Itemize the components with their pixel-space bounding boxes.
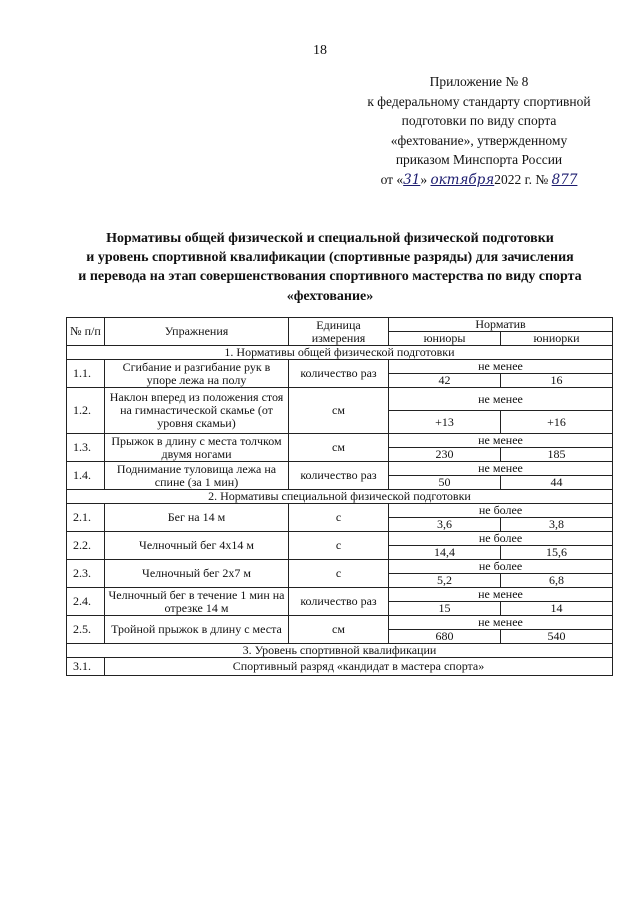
table-row: [67, 434, 613, 448]
table-row: [67, 462, 613, 476]
condition-cell: не менее: [389, 434, 613, 448]
value-juniors-m: 50: [389, 476, 501, 490]
date-year: 2022 г. №: [494, 171, 549, 187]
section-row: [67, 490, 613, 504]
value-juniors-f: 16: [501, 374, 613, 388]
exercise-cell: Бег на 14 м: [105, 504, 289, 532]
title-line: «фехтование»: [286, 288, 374, 304]
table-row: [67, 560, 613, 574]
unit-cell: с: [289, 504, 389, 532]
value-juniors-f: 14: [501, 602, 613, 616]
handwritten-month: октября: [430, 171, 495, 188]
value-juniors-m: 15: [389, 602, 501, 616]
section-row: [67, 644, 613, 658]
date-mid: »: [420, 171, 428, 187]
condition-cell: не менее: [389, 616, 613, 630]
appendix-line: подготовки по виду спорта: [401, 113, 557, 128]
exercise-cell: Тройной прыжок в длину с места: [105, 616, 289, 644]
appendix-line: «фехтование», утвержденному: [390, 132, 568, 148]
header-unit: Единица измерения: [289, 318, 389, 346]
condition-cell: не менее: [389, 462, 613, 476]
section-row: [67, 346, 613, 360]
table-row: [67, 658, 613, 676]
value-juniors-m: 5,2: [389, 574, 501, 588]
row-number: 2.5.: [67, 616, 105, 644]
row-number: 2.2.: [67, 532, 105, 560]
date-prefix: от «: [380, 171, 404, 187]
value-juniors-m: 14,4: [389, 546, 501, 560]
value-juniors-m: 680: [389, 630, 501, 644]
table-row: [67, 616, 613, 630]
header-exercise: Упражнения: [105, 318, 289, 346]
row-number: 2.4.: [67, 588, 105, 616]
table-row: [67, 388, 613, 411]
condition-cell: не более: [389, 532, 613, 546]
unit-cell: с: [289, 532, 389, 560]
value-juniors-m: +13: [389, 411, 501, 434]
condition-cell: не более: [389, 504, 613, 518]
unit-cell: количество раз: [289, 588, 389, 616]
condition-cell: не менее: [389, 588, 613, 602]
exercise-cell: Челночный бег 4х14 м: [105, 532, 289, 560]
order-date-line: [340, 170, 618, 191]
header-num: № п/п: [67, 318, 105, 346]
row-number: 1.3.: [67, 434, 105, 462]
appendix-line: к федеральному стандарту спортивной: [367, 93, 591, 109]
row-number: 1.4.: [67, 462, 105, 490]
value-juniors-f: 44: [501, 476, 613, 490]
unit-cell: с: [289, 560, 389, 588]
value-juniors-f: 540: [501, 630, 613, 644]
unit-cell: см: [289, 616, 389, 644]
exercise-cell: Прыжок в длину с места толчком двумя ногами: [105, 434, 289, 462]
title-line: и уровень спортивной квалификации (спортивные разряды) для зачисления: [86, 250, 574, 266]
handwritten-day: 31: [403, 171, 421, 188]
table-row: [67, 360, 613, 374]
value-juniors-f: 3,8: [501, 518, 613, 532]
exercise-cell: Сгибание и разгибание рук в упоре лежа на полу: [105, 360, 289, 388]
unit-cell: количество раз: [289, 462, 389, 490]
qualification-cell: Спортивный разряд «кандидат в мастера спорта»: [105, 658, 613, 676]
document-title: [40, 229, 620, 306]
exercise-cell: Наклон вперед из положения стоя на гимнастической скамье (от уровня скамьи): [105, 388, 289, 434]
value-juniors-m: 42: [389, 374, 501, 388]
header-juniors-m: юниоры: [389, 332, 501, 346]
exercise-cell: Поднимание туловища лежа на спине (за 1 мин): [105, 462, 289, 490]
row-number: 3.1.: [67, 658, 105, 676]
appendix-line: приказом Минспорта России: [395, 152, 563, 167]
value-juniors-f: 6,8: [501, 574, 613, 588]
unit-cell: см: [289, 434, 389, 462]
condition-cell: не более: [389, 560, 613, 574]
value-juniors-f: 185: [501, 448, 613, 462]
header-juniors-f: юниорки: [501, 332, 613, 346]
exercise-cell: Челночный бег в течение 1 мин на отрезке 14 м: [105, 588, 289, 616]
norms-table: [66, 317, 613, 676]
value-juniors-f: +16: [501, 411, 613, 434]
table-row: [67, 588, 613, 602]
title-line: и перевода на этап совершенствования спортивного мастерства по виду спорта: [78, 269, 582, 285]
row-number: 1.2.: [67, 388, 105, 434]
value-juniors-f: 15,6: [501, 546, 613, 560]
appendix-line: Приложение № 8: [429, 74, 529, 89]
table-row: [67, 532, 613, 546]
handwritten-order-number: 877: [551, 171, 578, 188]
unit-cell: количество раз: [289, 360, 389, 388]
title-line: Нормативы общей физической и специальной физической подготовки: [106, 231, 554, 246]
row-number: 2.3.: [67, 560, 105, 588]
value-juniors-m: 3,6: [389, 518, 501, 532]
condition-cell: не менее: [389, 388, 613, 411]
unit-cell: см: [289, 388, 389, 434]
table-row: [67, 504, 613, 518]
appendix-block: [340, 72, 618, 190]
value-juniors-m: 230: [389, 448, 501, 462]
section-title: 1. Нормативы общей физической подготовки: [67, 346, 613, 360]
header-norm: Норматив: [389, 318, 613, 332]
table-header-row: [67, 318, 613, 332]
row-number: 1.1.: [67, 360, 105, 388]
page-number: 18: [313, 43, 327, 58]
condition-cell: не менее: [389, 360, 613, 374]
exercise-cell: Челночный бег 2х7 м: [105, 560, 289, 588]
section-title: 3. Уровень спортивной квалификации: [67, 644, 613, 658]
row-number: 2.1.: [67, 504, 105, 532]
section-title: 2. Нормативы специальной физической подготовки: [67, 490, 613, 504]
